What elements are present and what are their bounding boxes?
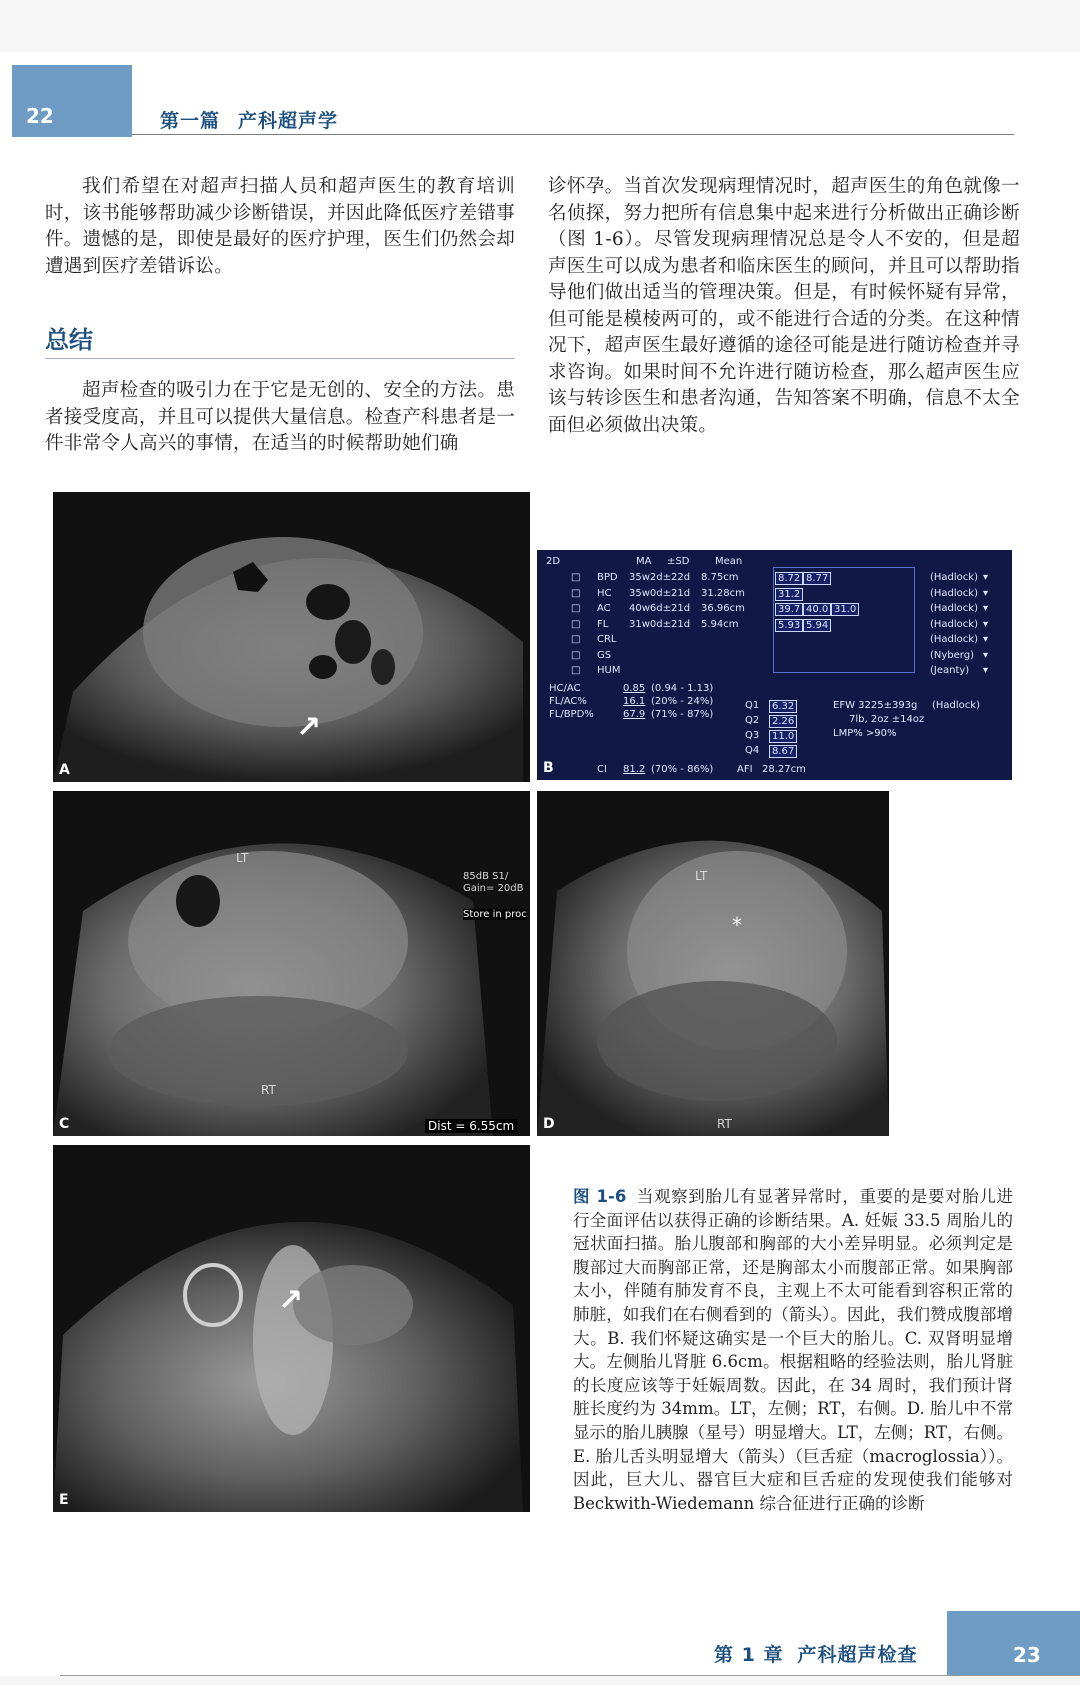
distance-readout: Dist = 6.55cm (425, 1119, 517, 1133)
paragraph: 我们希望在对超声扫描人员和超声医生的教育培训时，该书能够帮助减少诊断错误，并因此降低医疗差错事件。遗憾的是，即使是最好的医疗护理，医生们仍然会却遭遇到医疗差错诉讼。 (45, 176, 516, 277)
ratio-range: (70% - 86%) (651, 764, 714, 775)
gain-readout: Gain= 20dB (463, 883, 524, 894)
ultrasound-image-c (53, 791, 530, 1136)
checkbox-icon: □ (571, 634, 581, 645)
arrow-annotation: ↗ (296, 710, 322, 745)
running-header (160, 106, 338, 133)
quadrant-name: Q3 (745, 730, 760, 741)
ratio-name: HC/AC (549, 683, 581, 694)
measurement-name: HUM (597, 665, 621, 676)
measurement-value: 40.0 (803, 603, 831, 616)
efw-reference: (Hadlock) (932, 700, 980, 711)
ultrasound-panel-e (53, 1145, 530, 1512)
measurement-name: CRL (597, 634, 617, 645)
quadrant-name: Q4 (745, 745, 760, 756)
reference-author: (Nyberg) (930, 649, 974, 661)
afi-value: 28.27cm (762, 764, 806, 775)
star-annotation: * (732, 913, 742, 937)
left-column-bottom (45, 378, 515, 458)
caption-text: 当观察到胎儿有显著异常时，重要的是要对胎儿进行全面评估以获得正确的诊断结果。A. 妊娠 33.5 周胎儿的冠状面扫描。胎儿腹部和胸部的大小差异明显。必须判定是腹部过大而胸部正常，还是胸部太小而腹部正常。如果胸部太小，伴随有肺发育不良，主观上不太可能看到容积正常的肺脏，如我们在右侧看到的（箭头）。因此，我们赞成腹部增大。B. 我们怀疑这确实是一个巨大的胎儿。C. 双肾明显增大。左侧胎儿肾脏 6.6cm。根据粗略的经验法则，胎儿肾脏的长度应该等于妊娠周数。因此，在 34 周时，我们预计肾脏长度约为 34mm。LT，左侧；RT，右侧。D. 胎儿中不常显示的胎儿胰腺（星号）明显增大。LT，左侧；RT，右侧。E. 胎儿舌头明显增大（箭头）（巨舌症（macroglossia））。因此，巨大儿、器官巨大症和巨舌症的发现使我们能够对 Beckwith-Wiedemann 综合征进行正确的诊断 (573, 1187, 1014, 1513)
quadrant-value: 6.32 (769, 700, 797, 713)
checkbox-icon: □ (571, 618, 581, 630)
left-column-top (45, 174, 515, 280)
running-footer (714, 1640, 917, 1667)
ratio-value: 0.85 (623, 683, 646, 694)
reference-author: (Hadlock) (930, 587, 978, 599)
page-bottom-strip (0, 1676, 1080, 1685)
mean-value: 5.94cm (701, 618, 739, 630)
mode-label: 2D (546, 556, 561, 567)
panel-label: A (59, 762, 70, 778)
footer-page-number: 23 (1013, 1643, 1041, 1667)
page-number: 22 (26, 104, 54, 128)
header-sd: ±SD (667, 556, 690, 567)
measurement-value: 5.94 (803, 619, 831, 632)
measurement-name: BPD (597, 572, 618, 583)
quadrant-value: 2.26 (769, 715, 797, 728)
section-rule (45, 358, 515, 359)
gestational-age: 35w0d±21d (629, 587, 691, 599)
dropdown-icon: ▾ (983, 649, 989, 661)
measurement-name: FL (597, 618, 609, 630)
ultrasound-panel-c (53, 791, 530, 1136)
quadrant-name: Q1 (745, 700, 760, 711)
gestational-age: 31w0d±21d (629, 618, 691, 630)
panel-label: C (59, 1116, 70, 1132)
ratio-name: CI (597, 764, 607, 775)
ratio-name: FL/BPD% (549, 709, 594, 720)
db-readout: 85dB S1/ (463, 871, 509, 882)
laterality-right: RT (717, 1117, 732, 1131)
right-column (548, 174, 1020, 439)
measurement-value: 8.77 (803, 572, 831, 585)
footer-chapter-title: 产科超声检查 (797, 1644, 918, 1666)
ratio-range: (0.94 - 1.13) (651, 683, 714, 694)
biometry-table (537, 550, 1012, 780)
mean-value: 31.28cm (701, 587, 745, 599)
dropdown-icon: ▾ (983, 618, 989, 630)
reference-author: (Hadlock) (930, 634, 978, 645)
measurement-name: HC (597, 587, 612, 599)
measurement-value: 31.2 (775, 588, 803, 601)
checkbox-icon: □ (571, 572, 581, 583)
ratio-value: 81.2 (623, 764, 646, 775)
ratio-name: FL/AC% (549, 696, 587, 707)
reference-author: (Hadlock) (930, 603, 978, 614)
ultrasound-image-d (537, 791, 889, 1136)
figure-id: 图 1-6 (573, 1187, 627, 1206)
efw-pounds: 7lb, 2oz ±14oz (849, 714, 925, 725)
checkbox-icon: □ (571, 603, 581, 614)
ratio-value: 16.1 (623, 696, 646, 707)
header-rule (132, 134, 1014, 135)
efw-value: EFW 3225±393g (833, 700, 918, 711)
dropdown-icon: ▾ (983, 572, 989, 583)
header-part: 第一篇 (160, 110, 221, 132)
paragraph: 诊怀孕。当首次发现病理情况时，超声医生的角色就像一名侦探，努力把所有信息集中起来进行分析做出正确诊断（图 1-6）。尽管发现病理情况总是令人不安的，但是超声医生可以成为患者和临床医生的顾问，并且可以帮助指导他们做出适当的管理决策。但是，有时候怀疑有异常，但可能是模棱两可的，或不能进行合适的分类。在这种情况下，超声医生最好遵循的途径可能是进行随访检查并寻求咨询。如果时间不允许进行随访检查，那么超声医生应该与转诊医生和患者沟通，告知答案不明确，信息不太全面但必须做出决策。 (548, 176, 1020, 436)
ultrasound-panel-a (53, 492, 530, 782)
quadrant-value: 11.0 (769, 730, 797, 743)
figure-caption (573, 1185, 1013, 1515)
dropdown-icon: ▾ (983, 665, 989, 676)
ratio-range: (71% - 87%) (651, 709, 714, 720)
reference-author: (Hadlock) (930, 572, 978, 583)
store-status: Store in proc (463, 909, 527, 920)
header-mean: Mean (715, 556, 743, 567)
panel-label: E (59, 1492, 69, 1508)
arrow-annotation: ↗ (278, 1283, 304, 1318)
gestational-age: 35w2d±22d (629, 572, 691, 583)
measurement-name: GS (597, 649, 612, 661)
measurement-panel-b (537, 550, 1012, 780)
dropdown-icon: ▾ (983, 603, 989, 614)
mean-value: 36.96cm (701, 603, 745, 614)
laterality-right: RT (261, 1083, 276, 1097)
checkbox-icon: □ (571, 587, 581, 599)
lmp-percent: LMP% >90% (833, 728, 897, 739)
quadrant-name: Q2 (745, 715, 760, 726)
measurement-value: 8.72 (775, 572, 803, 585)
ultrasound-panel-d (537, 791, 889, 1136)
ultrasound-image-a (53, 492, 530, 782)
measurement-value: 5.93 (775, 619, 803, 632)
reference-author: (Jeanty) (930, 665, 970, 676)
dropdown-icon: ▾ (983, 587, 989, 599)
paragraph: 超声检查的吸引力在于它是无创的、安全的方法。患者接受度高，并且可以提供大量信息。检查产科患者是一件非常令人高兴的事情，在适当的时候帮助她们确 (45, 380, 516, 454)
panel-label: D (543, 1116, 555, 1132)
measurement-name: AC (597, 603, 611, 614)
checkbox-icon: □ (571, 665, 581, 676)
quadrant-value: 8.67 (769, 745, 797, 758)
header-ma: MA (636, 556, 652, 567)
mean-value: 8.75cm (701, 572, 739, 583)
laterality-left: LT (695, 869, 708, 883)
panel-label: B (543, 760, 554, 776)
gestational-age: 40w6d±21d (629, 603, 691, 614)
header-title: 产科超声学 (238, 110, 339, 132)
footer-chapter-number: 第 1 章 (714, 1644, 784, 1666)
reference-author: (Hadlock) (930, 618, 978, 630)
ratio-value: 67.9 (623, 709, 646, 720)
dropdown-icon: ▾ (983, 634, 989, 645)
checkbox-icon: □ (571, 649, 581, 661)
laterality-left: LT (236, 851, 249, 865)
page-top-strip (0, 0, 1080, 52)
ratio-range: (20% - 24%) (651, 696, 714, 707)
measurement-value: 39.7 (775, 603, 803, 616)
measurement-value: 31.0 (831, 603, 859, 616)
afi-label: AFI (737, 764, 753, 775)
ultrasound-image-e (53, 1145, 530, 1512)
section-heading: 总结 (45, 326, 93, 354)
